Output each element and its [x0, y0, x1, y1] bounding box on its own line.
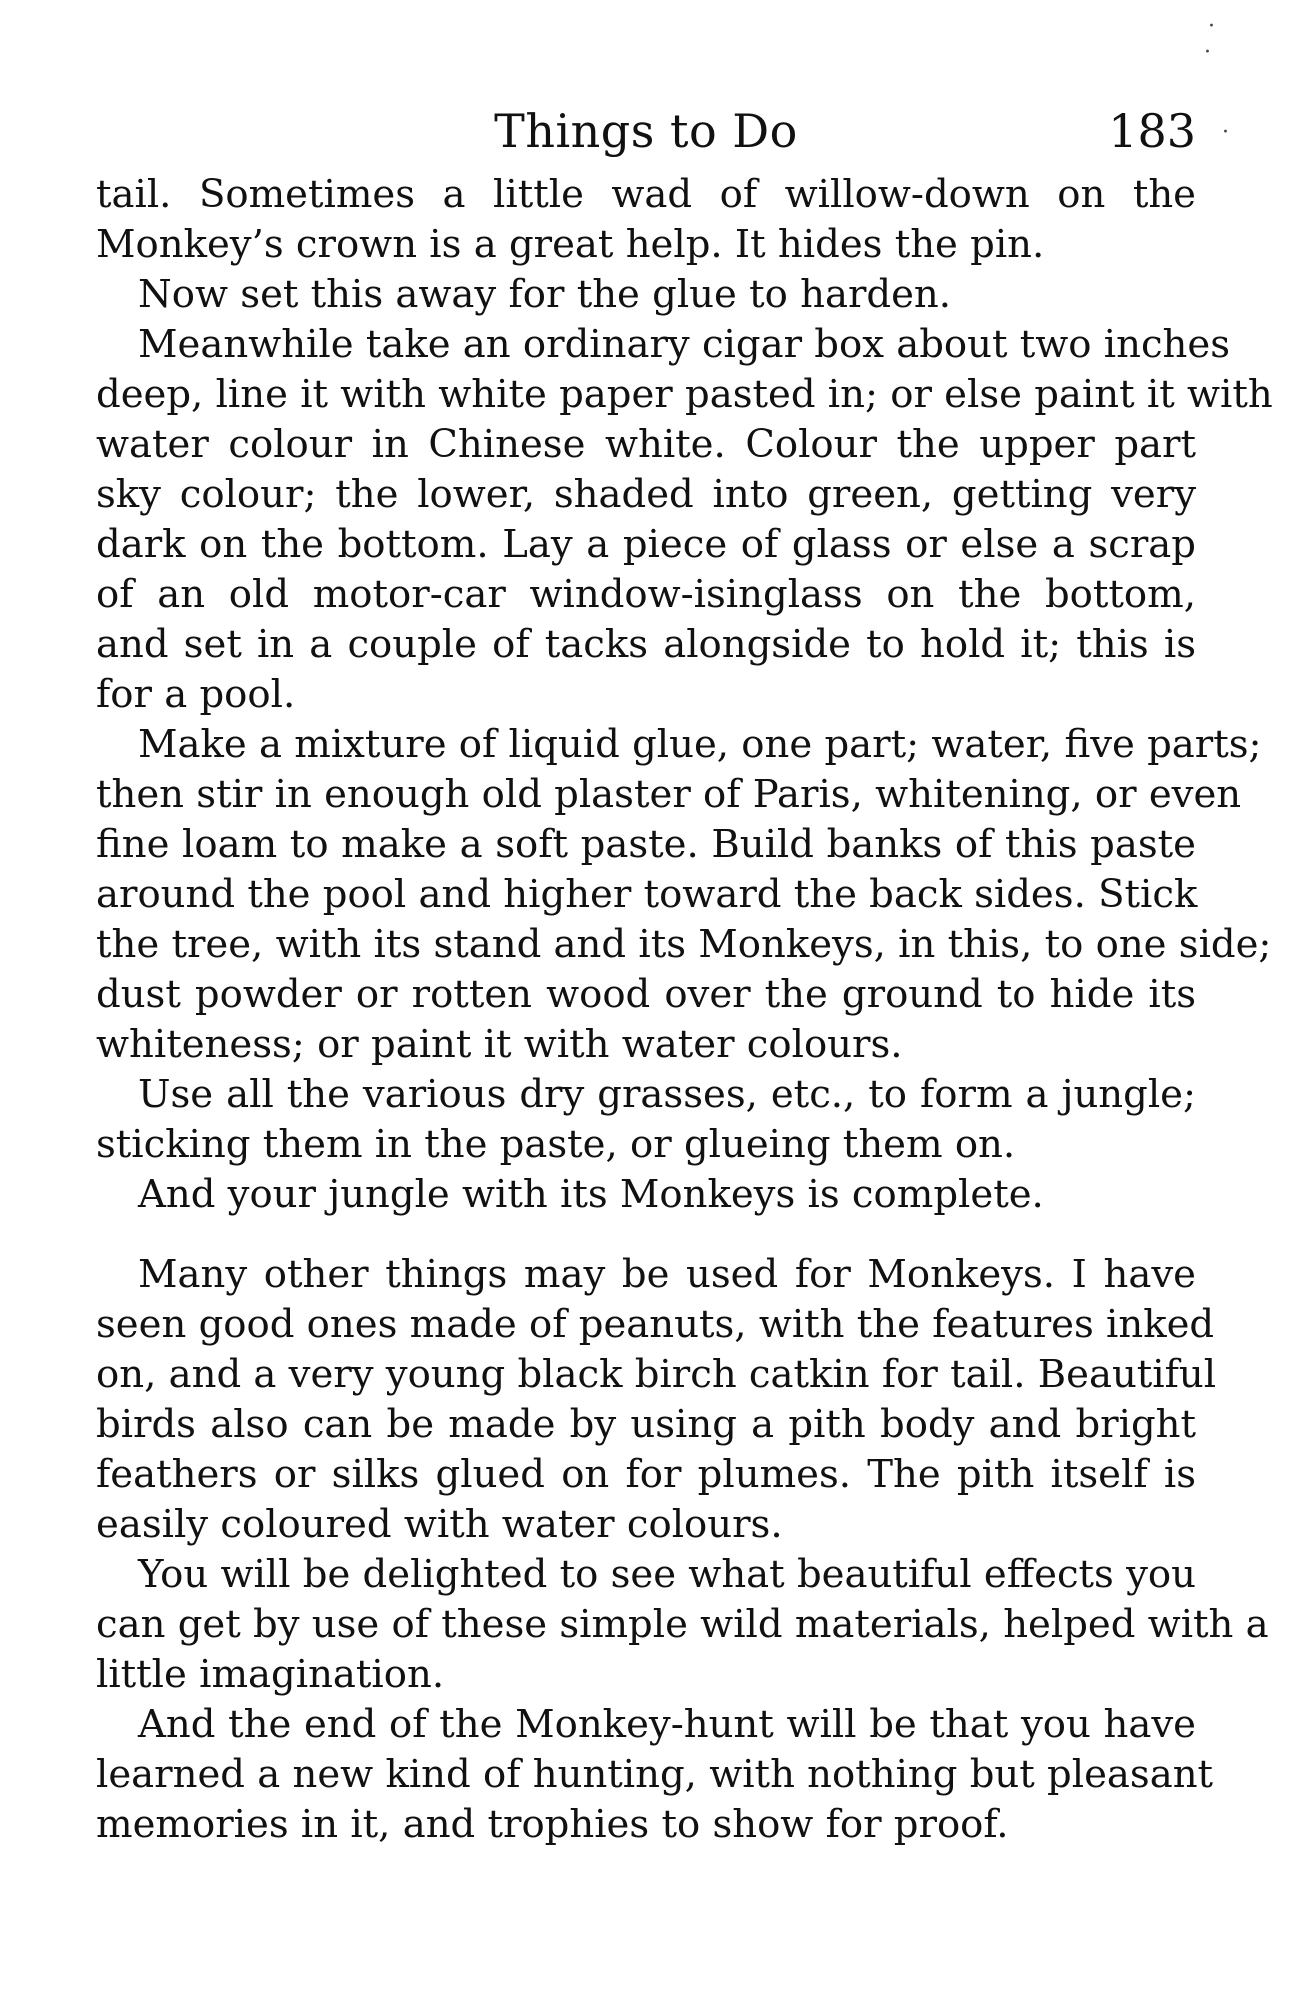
text-line: can get by use of these simple wild materials, helped with a: [96, 1602, 1269, 1647]
text-line: deep, line it with white paper pasted in; or else paint it with: [96, 372, 1273, 417]
paragraph: [96, 1250, 1217, 1550]
text-line: water colour in Chinese white. Colour the upper part: [96, 422, 1196, 467]
text-line: for a pool.: [96, 672, 296, 717]
text-line: You will be delighted to see what beautiful effects you: [138, 1552, 1196, 1597]
paragraph: [96, 1170, 1196, 1220]
text-line: easily coloured with water colours.: [96, 1502, 783, 1547]
page-header: [96, 96, 1196, 166]
paragraph: [96, 270, 1196, 320]
text-line: And your jungle with its Monkeys is complete.: [138, 1172, 1044, 1217]
text-line: then stir in enough old plaster of Paris, whitening, or even: [96, 772, 1242, 817]
text-line: Meanwhile take an ordinary cigar box about two inches: [138, 322, 1231, 367]
text-line: Many other things may be used for Monkeys. I have: [138, 1252, 1196, 1297]
page-number: 183: [1108, 104, 1196, 158]
text-line: birds also can be made by using a pith body and bright: [96, 1402, 1196, 1447]
scan-speck: ·: [1208, 14, 1215, 39]
text-line: little imagination.: [96, 1652, 445, 1697]
text-line: fine loam to make a soft paste. Build banks of this paste: [96, 822, 1196, 867]
paragraph: [96, 720, 1272, 1070]
text-line: And the end of the Monkey-hunt will be that you have: [138, 1702, 1196, 1747]
text-line: of an old motor-car window-isinglass on the bottom,: [96, 572, 1196, 617]
text-line: dust powder or rotten wood over the ground to hide its: [96, 972, 1196, 1017]
text-line: dark on the bottom. Lay a piece of glass or else a scrap: [96, 522, 1196, 567]
text-line: learned a new kind of hunting, with nothing but pleasant: [96, 1752, 1214, 1797]
scan-speck: ·: [1204, 40, 1211, 65]
text-line: memories in it, and trophies to show for proof.: [96, 1802, 1009, 1847]
text-line: around the pool and higher toward the back sides. Stick: [96, 872, 1198, 917]
body-text: [96, 170, 1273, 1850]
paragraph: [96, 1700, 1214, 1850]
text-line: the tree, with its stand and its Monkeys, in this, to one side;: [96, 922, 1272, 967]
text-line: and set in a couple of tacks alongside to hold it; this is: [96, 622, 1196, 667]
text-line: sky colour; the lower, shaded into green, getting very: [96, 472, 1196, 517]
text-line: whiteness; or paint it with water colours.: [96, 1022, 903, 1067]
section-break: [96, 1220, 1196, 1250]
paragraph: [96, 320, 1273, 720]
text-line: sticking them in the paste, or glueing them on.: [96, 1122, 1016, 1167]
text-line: tail. Sometimes a little wad of willow-down on the: [96, 172, 1196, 217]
paragraph: [96, 1550, 1269, 1700]
text-line: Monkey’s crown is a great help. It hides the pin.: [96, 222, 1045, 267]
text-line: seen good ones made of peanuts, with the features inked: [96, 1302, 1215, 1347]
scan-speck: ·: [1222, 120, 1229, 145]
text-line: on, and a very young black birch catkin for tail. Beautiful: [96, 1352, 1217, 1397]
text-line: feathers or silks glued on for plumes. The pith itself is: [96, 1452, 1196, 1497]
running-title: Things to Do: [494, 104, 798, 158]
paragraph: [96, 1070, 1196, 1170]
text-line: Now set this away for the glue to harden.: [138, 272, 952, 317]
text-line: Make a mixture of liquid glue, one part; water, five parts;: [138, 722, 1262, 767]
paragraph: [96, 170, 1196, 270]
text-line: Use all the various dry grasses, etc., to form a jungle;: [138, 1072, 1196, 1117]
